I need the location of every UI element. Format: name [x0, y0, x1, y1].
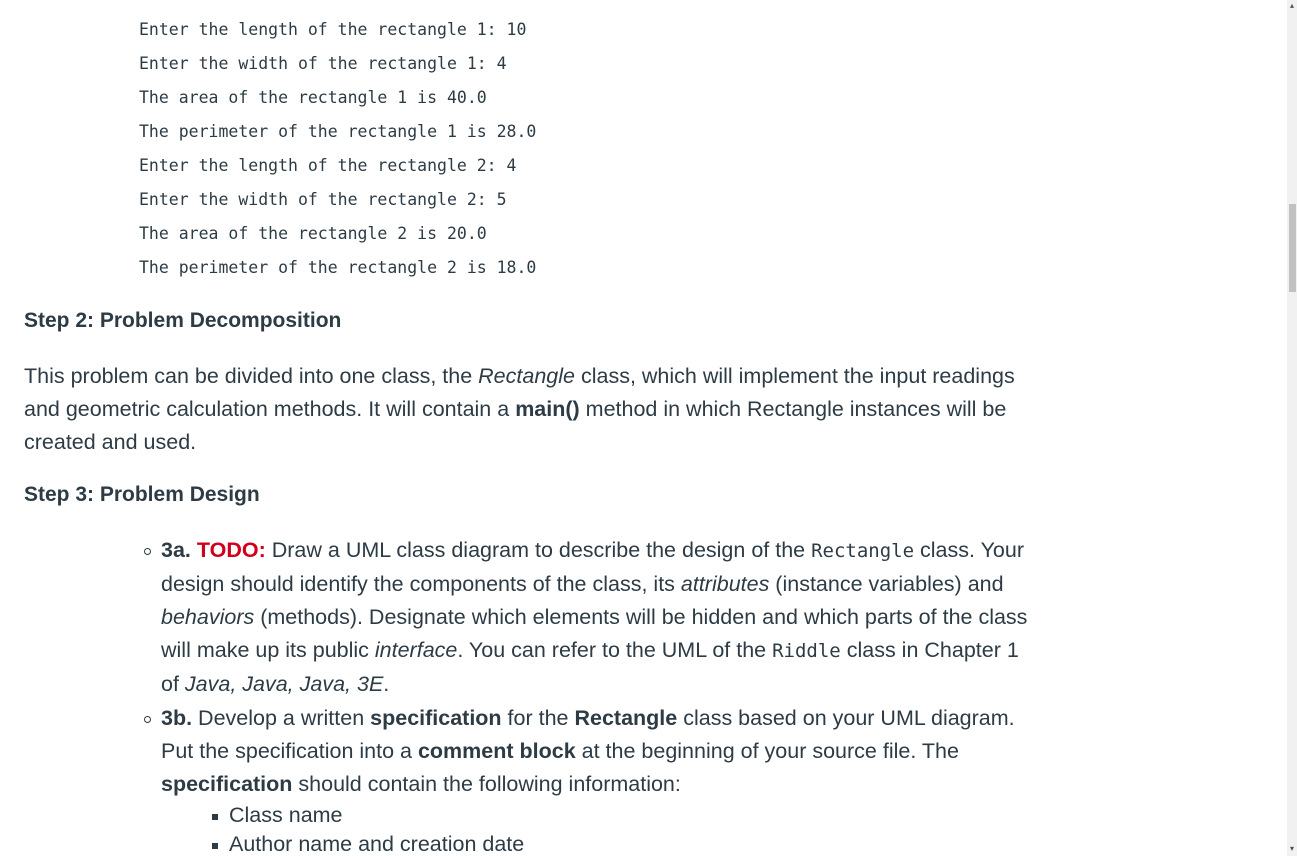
text: for the: [501, 706, 575, 730]
scroll-down-arrow-icon[interactable]: ▾: [1289, 844, 1294, 853]
console-line: The perimeter of the rectangle 1 is 28.0: [139, 122, 537, 141]
text: should contain the following information:: [292, 772, 681, 796]
sub-list-item: Class name: [229, 801, 1041, 830]
text: (methods). Designate which elements will be hidden and which parts of the class will make up its public: [161, 605, 1028, 662]
item-label: 3b.: [161, 706, 193, 730]
text: . You can refer to the UML of the: [457, 638, 773, 662]
todo-label: TODO:: [196, 538, 266, 562]
text: class based on your UML diagram. Put the specification into a: [161, 706, 1015, 763]
strong-rectangle: Rectangle: [574, 706, 678, 730]
strong-specification: specification: [161, 772, 293, 796]
sub-list-item: Author name and creation date: [229, 830, 1041, 856]
emphasis-behaviors: behaviors: [161, 605, 255, 629]
text: Develop a written: [192, 706, 371, 730]
step3-heading: Step 3: Problem Design: [24, 483, 260, 506]
list-item-3b: [161, 702, 1041, 856]
console-line: The area of the rectangle 2 is 20.0: [139, 224, 487, 243]
step2-heading: Step 2: Problem Decomposition: [24, 309, 342, 332]
text: Draw a UML class diagram to describe the design of the: [265, 538, 812, 562]
code-riddle: Riddle: [772, 640, 841, 662]
emphasis-rectangle: Rectangle: [478, 364, 575, 388]
vertical-scrollbar[interactable]: [1287, 0, 1297, 856]
console-line: Enter the length of the rectangle 1: 10: [139, 20, 527, 39]
emphasis-book-title: Java, Java, Java, 3E: [184, 672, 384, 696]
console-line: Enter the width of the rectangle 2: 5: [139, 190, 507, 209]
step2-paragraph: [24, 360, 1024, 459]
text: method in which Rectangle instances will be created and used.: [24, 397, 1007, 454]
text: class, which will implement the input readings and geometric calculation methods. It will contain a: [24, 364, 1015, 421]
emphasis-interface: interface: [374, 638, 458, 662]
strong-main: main(): [515, 397, 580, 421]
console-line: The area of the rectangle 1 is 40.0: [139, 88, 487, 107]
text: (instance variables) and: [769, 572, 1004, 596]
text: This problem can be divided into one class, the: [24, 364, 479, 388]
console-output: [139, 18, 536, 290]
strong-specification: specification: [370, 706, 502, 730]
text: at the beginning of your source file. The: [575, 739, 959, 763]
console-line: Enter the length of the rectangle 2: 4: [139, 156, 517, 175]
text: class in Chapter 1 of: [161, 638, 1019, 696]
spec-contents-list: [161, 801, 1041, 856]
console-line: The perimeter of the rectangle 2 is 18.0: [139, 258, 537, 277]
emphasis-attributes: attributes: [680, 572, 770, 596]
strong-comment-block: comment block: [417, 739, 576, 763]
text: .: [383, 672, 390, 696]
text: class. Your design should identify the components of the class, its: [161, 538, 1025, 596]
item-label: 3a.: [161, 538, 191, 562]
scrollbar-thumb[interactable]: [1289, 204, 1296, 292]
code-rectangle: Rectangle: [811, 540, 915, 562]
list-item-3a: [161, 534, 1041, 701]
task-list: [161, 534, 1041, 856]
console-line: Enter the width of the rectangle 1: 4: [139, 54, 507, 73]
scroll-up-arrow-icon[interactable]: ▴: [1289, 1, 1294, 10]
